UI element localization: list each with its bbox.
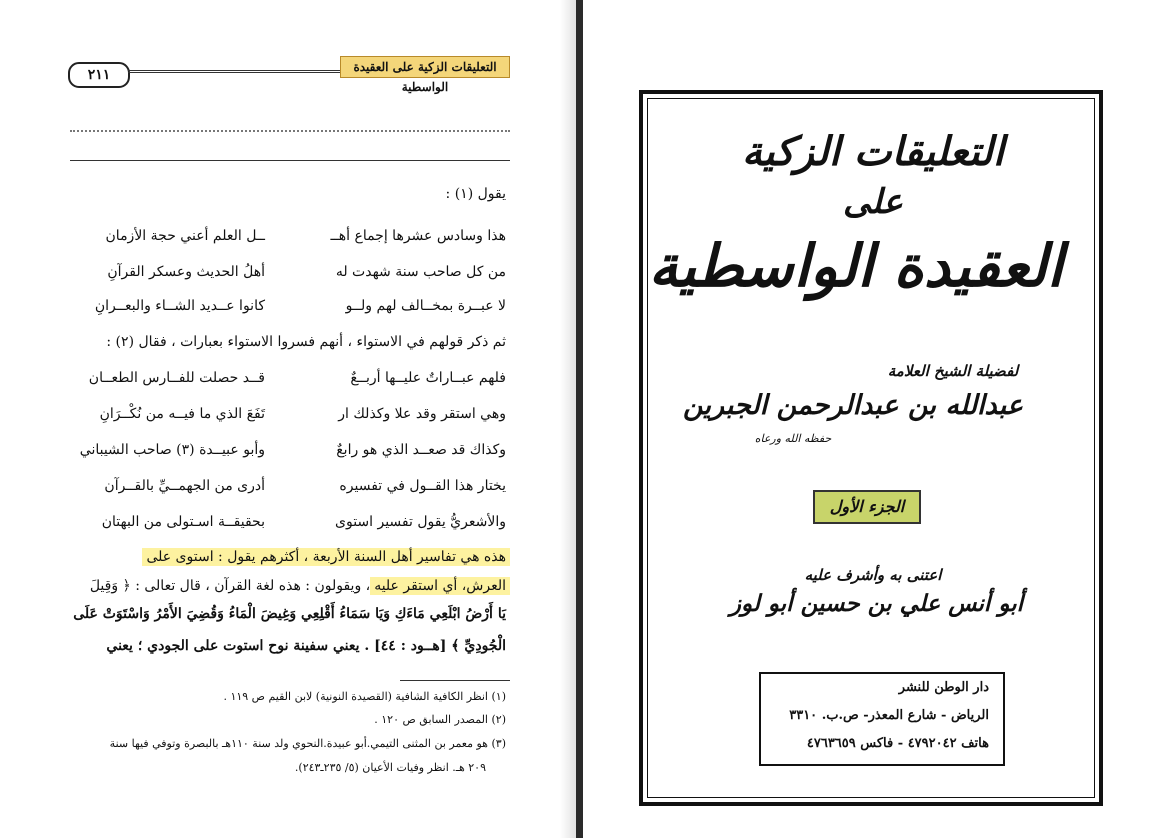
verse-3-second-half: كانوا عــديد الشــاء والبعــرانِ [94, 298, 265, 314]
header-rule [128, 70, 340, 73]
volume-badge: الجزء الأول [813, 490, 921, 524]
verse-2-second-half: أهلُ الحديث وعسكر القرآنِ [107, 264, 265, 280]
editor-label: اعتنى به وأشرف عليه [804, 566, 942, 584]
intro-line: يقول (١) : [445, 186, 506, 202]
verse-7-second-half: أدرى من الجهمــيِّ بالقــرآن [104, 478, 265, 494]
running-title: التعليقات الزكية على العقيدة الواسطية [340, 56, 510, 78]
verse-5-first-half: وهي استقر وقد علا وكذلك ار [338, 406, 506, 422]
mid-line: ثم ذكر قولهم في الاستواء ، أنهم فسروا الاستواء بعبارات ، فقال (٢) : [106, 334, 506, 350]
dotted-divider [70, 122, 510, 132]
publisher-name: دار الوطن للنشر [898, 680, 989, 695]
page-number: ٢١١ [68, 62, 130, 88]
verse-1-first-half: هذا وسادس عشرها إجماع أهــ [330, 228, 506, 244]
author-dua: حفظه الله ورعاه [754, 432, 832, 445]
highlighted-text-1: هذه هي تفاسير أهل السنة الأربعة ، أكثرهم يقول : استوى على [142, 548, 510, 566]
verse-8-second-half: بحقيقــة اسـتولى من البهتان [101, 514, 265, 530]
footnote-3-cont: ٢٠٩ هـ. انظر وفيات الأعيان (٥/ ٢٣٥ـ٢٤٣). [294, 761, 486, 774]
highlighted-text-2: العرش، أي استقر عليه [370, 577, 510, 595]
right-page [583, 0, 1165, 838]
left-page [0, 0, 576, 838]
footnote-1: (١) انظر الكافية الشافية (القصيدة النونية) لابن القيم ص ١١٩ . [223, 690, 506, 703]
verse-6-first-half: وكذاك قد صعــد الذي هو رابعٌ [336, 442, 506, 458]
quran-verse-line-1: يَا أَرْضُ ابْلَعِي مَاءَكِ وَيَا سَمَاءُ أَقْلِعِي وَغِيضَ الْمَاءُ وَقُضِيَ الأَمْرُ وَاسْتَوَتْ عَلَى [73, 606, 506, 622]
book-spine [576, 0, 583, 838]
verse-6-second-half: وأبو عبيــدة (٣) صاحب الشيباني [79, 442, 265, 458]
verse-5-second-half: تَفَعَ الذي ما فيــه من نُكْــرَانِ [99, 406, 265, 422]
footnote-2: (٢) المصدر السابق ص ١٢٠ . [374, 713, 506, 726]
verse-8-first-half: والأشعريُّ يقول تفسير استوى [335, 514, 506, 530]
verse-2-first-half: من كل صاحب سنة شهدت له [335, 264, 506, 280]
book-title-line-3: العقيدة الواسطية [648, 232, 1063, 300]
quran-verse-line-2: الْجُودِيِّ ﴾ [هــود : ٤٤] . يعني سفينة نوح استوت على الجودي ؛ يعني [106, 638, 506, 654]
editor-name: أبو أنس علي بن حسين أبو لوز [729, 590, 1023, 617]
footnote-rule [400, 680, 510, 681]
publisher-address: الرياض - شارع المعذر- ص.ب. ٣٣١٠ [789, 708, 989, 723]
sheikh-label: لفضيلة الشيخ العلامة [887, 362, 1019, 380]
publisher-phone: هاتف ٤٧٩٢٠٤٢ - فاكس ٤٧٦٣٦٥٩ [806, 736, 989, 751]
verse-4-second-half: قــد حصلت للفــارس الطعــان [88, 370, 265, 386]
verse-3-first-half: لا عبــرة بمخــالف لهم ولــو [345, 298, 506, 314]
publisher-box [759, 672, 1005, 766]
verse-1-second-half: ــل العلم أعني حجة الأزمان [105, 228, 265, 244]
section-rule [70, 160, 510, 161]
book-title-line-1: التعليقات الزكية [742, 128, 1004, 175]
footnote-3: (٣) هو معمر بن المثنى التيمي.أبو عبيدة.النحوي ولد سنة ١١٠هـ بالبصرة وتوفي فيها سنة [109, 737, 506, 750]
book-title-line-2: على [843, 182, 903, 222]
verse-4-first-half: فلهم عبــاراتٌ عليــها أربــعٌ [350, 370, 506, 386]
verse-7-first-half: يختار هذا القــول في تفسيره [339, 478, 506, 494]
author-name: عبدالله بن عبدالرحمن الجبرين [682, 390, 1023, 421]
body-text-continuation: ، ويقولون : هذه لغة القرآن ، قال تعالى : ﴿ وَقِيلَ [89, 578, 371, 594]
